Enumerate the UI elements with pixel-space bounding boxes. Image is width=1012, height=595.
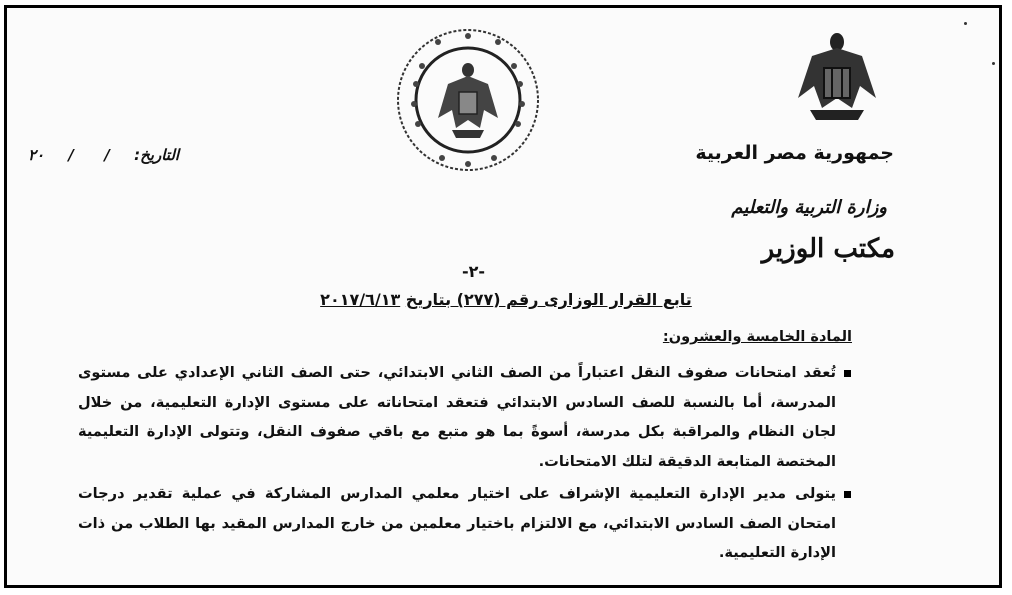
decree-date: ٢٠١٧/٦/١٣ bbox=[320, 290, 401, 309]
reference-prefix: تابع القرار الوزارى رقم ( bbox=[493, 290, 692, 309]
date-year-prefix: ٢٠ bbox=[28, 146, 45, 164]
country-name: جمهورية مصر العربية bbox=[695, 142, 894, 164]
date-field bbox=[28, 146, 179, 164]
article-paragraph: يتولى مدير الإدارة التعليمية الإشراف على اختيار معلمي المدارس المشاركة في عملية تقدير درجات امتحان الصف السادس الابتدائي، مع الالتزام باختيار معلمين من خارج المدارس المقيد بها الطلاب من ذات الإدارة التعليمية. bbox=[78, 479, 852, 568]
article-paragraph: تُعقد امتحانات صفوف النقل اعتباراً من الصف الثاني الابتدائي، حتى الصف الثاني الإعدادي على مستوى المدرسة، أما بالنسبة للصف السادس الابتدائي فتعقد امتحاناته على مستوى الإدارة التعليمية، من خلال لجان النظام والمراقبة بكل مدرسة، أسوةً بما هو متبع مع باقي صفوف النقل، وتتولى الإدارة التعليمية المختصة المتابعة الدقيقة لتلك الامتحانات. bbox=[78, 358, 852, 476]
date-label: التاريخ: bbox=[134, 146, 180, 164]
scan-speck bbox=[964, 22, 967, 25]
ministry-name: وزارة التربية والتعليم bbox=[731, 197, 887, 218]
decree-number: ٢٧٧ bbox=[463, 290, 494, 309]
eagle-emblem-icon bbox=[792, 28, 882, 124]
article-body bbox=[78, 358, 852, 568]
article-title: المادة الخامسة والعشرون: bbox=[662, 329, 852, 345]
date-separator: / bbox=[68, 146, 74, 164]
scan-speck bbox=[992, 62, 995, 65]
official-seal-stamp bbox=[392, 26, 544, 174]
page-number: -٢- bbox=[462, 262, 486, 281]
reference-suffix: ) بتاريخ bbox=[405, 290, 464, 309]
decree-reference bbox=[0, 290, 1012, 309]
office-name: مكتب الوزير bbox=[761, 234, 895, 264]
date-separator: / bbox=[104, 146, 110, 164]
